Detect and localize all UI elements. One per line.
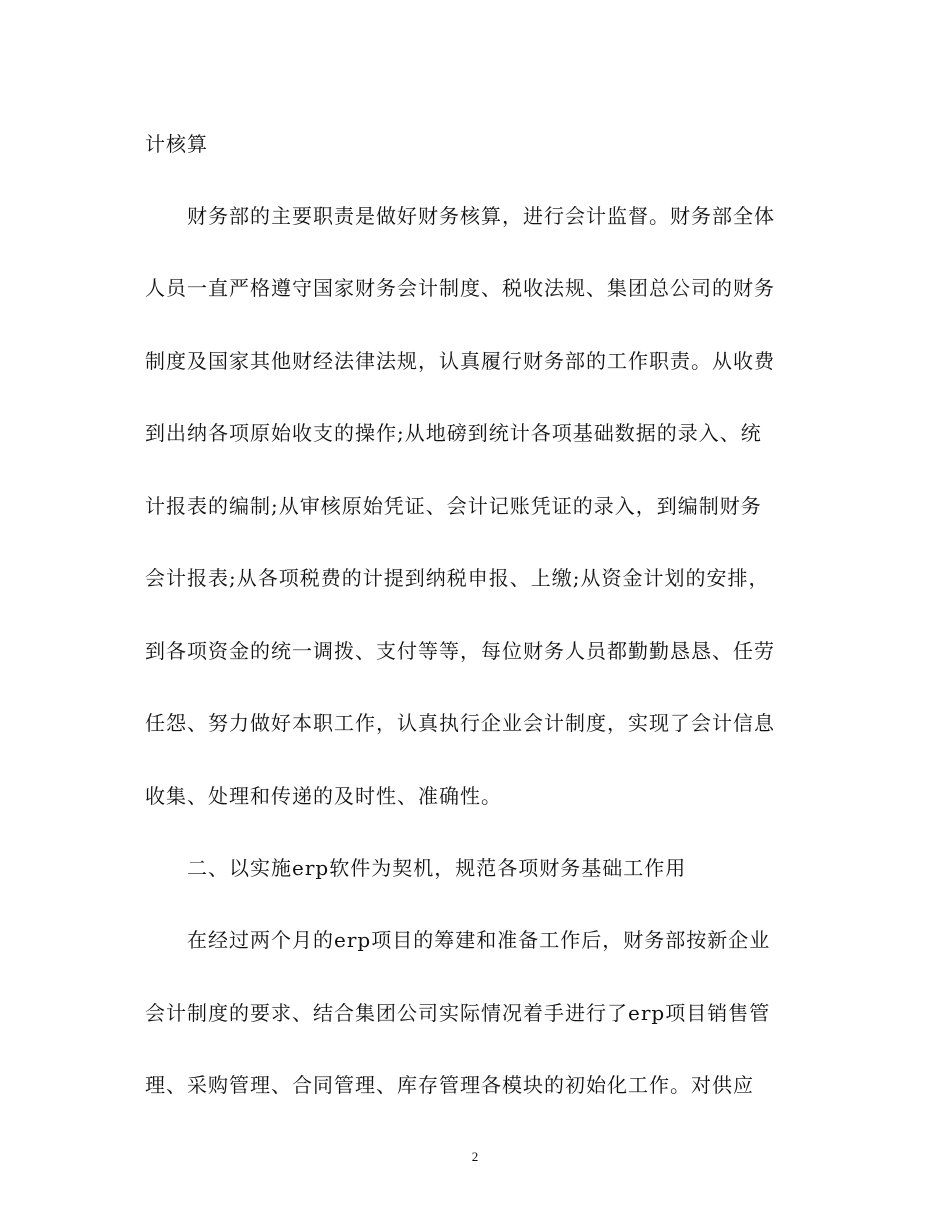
text-line: 人员一直严格遵守国家财务会计制度、税收法规、集团总公司的财务	[145, 276, 775, 300]
text-line: 收集、处理和传递的及时性、准确性。	[145, 784, 502, 808]
text-line: 制度及国家其他财经法律法规，认真履行财务部的工作职责。从收费	[145, 349, 775, 373]
text-line: 任怨、努力做好本职工作，认真执行企业会计制度，实现了会计信息	[145, 711, 775, 735]
text-line: 理、采购管理、合同管理、库存管理各模块的初始化工作。对供应	[145, 1073, 754, 1097]
text-line: 到出纳各项原始收支的操作;从地磅到统计各项基础数据的录入、统	[145, 421, 762, 445]
text-line: 计核算	[145, 132, 208, 156]
paragraph-start-line: 财务部的主要职责是做好财务核算，进行会计监督。财务部全体	[187, 204, 775, 228]
page-number: 2	[471, 1149, 479, 1164]
section-heading: 二、以实施erp软件为契机，规范各项财务基础工作用	[187, 856, 687, 880]
text-line: 会计制度的要求、结合集团公司实际情况着手进行了erp项目销售管	[145, 1001, 771, 1025]
text-line: 会计报表;从各项税费的计提到纳税申报、上缴;从资金计划的安排，	[145, 566, 770, 590]
paragraph-start-line: 在经过两个月的erp项目的筹建和准备工作后，财务部按新企业	[187, 928, 771, 952]
text-line: 计报表的编制;从审核原始凭证、会计记账凭证的录入，到编制财务	[145, 494, 762, 518]
text-line: 到各项资金的统一调拨、支付等等，每位财务人员都勤勤恳恳、任劳	[145, 639, 775, 663]
